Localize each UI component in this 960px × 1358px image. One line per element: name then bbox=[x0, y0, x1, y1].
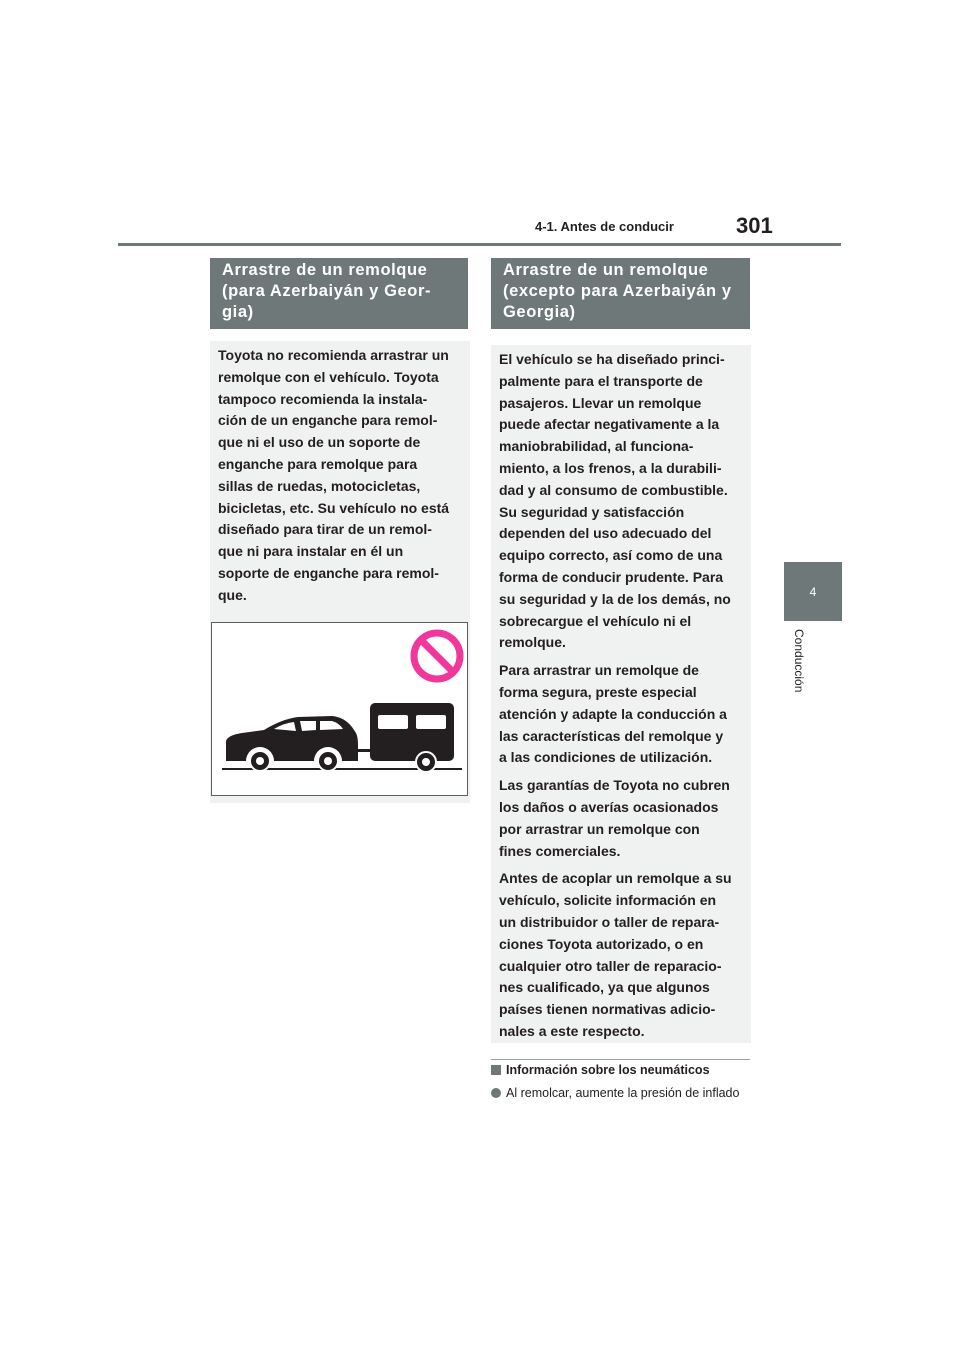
text-line: a las condiciones de utilización. bbox=[499, 749, 713, 766]
car-hub-icon bbox=[324, 757, 332, 765]
text-line: sobrecargue el vehículo ni el bbox=[499, 612, 692, 629]
chapter-tab bbox=[784, 562, 842, 621]
tow-hitch-icon bbox=[358, 749, 372, 752]
info-bullet-text: Al remolcar, aumente la presión de inflado bbox=[506, 1086, 740, 1100]
section-title: 4-1. Antes de conducir bbox=[535, 219, 674, 234]
text-line: dad y al consumo de combustible. bbox=[499, 481, 728, 498]
text-line: forma de conducir prudente. Para bbox=[499, 568, 724, 585]
text-line: nes cualificado, ya que algunos bbox=[499, 979, 710, 996]
text-line: nales a este respecto. bbox=[499, 1022, 645, 1039]
text-line: enganche para remolque para bbox=[218, 455, 418, 472]
text-line: Las garantías de Toyota no cubren bbox=[499, 777, 730, 794]
car-hub-icon bbox=[256, 757, 264, 765]
text-line: Antes de acoplar un remolque a su bbox=[499, 870, 732, 887]
heading-line: Georgia) bbox=[503, 303, 576, 321]
car-with-trailer-illustration bbox=[212, 623, 467, 795]
trailer-hub-icon bbox=[422, 758, 430, 766]
heading-line: (para Azerbaiyán y Geor- bbox=[222, 282, 432, 300]
text-line: los daños o averías ocasionados bbox=[499, 798, 719, 815]
car-window-icon bbox=[300, 721, 316, 731]
text-line: Para arrastrar un remolque de bbox=[499, 662, 699, 679]
heading-line: gia) bbox=[222, 303, 254, 321]
right-paragraph-2 bbox=[499, 660, 743, 769]
left-paragraph bbox=[218, 345, 462, 607]
text-line: remolque. bbox=[499, 634, 566, 651]
chapter-number: 4 bbox=[809, 584, 817, 599]
info-divider bbox=[491, 1059, 750, 1060]
text-line: puede afectar negativamente a la bbox=[499, 416, 720, 433]
text-line: equipo correcto, así como de una bbox=[499, 547, 723, 564]
right-paragraph-4 bbox=[499, 868, 743, 1042]
heading-line: Arrastre de un remolque bbox=[222, 261, 428, 279]
chapter-label: Conducción bbox=[792, 629, 806, 693]
text-line: que. bbox=[218, 586, 247, 603]
text-line: bicicletas, etc. Su vehículo no está bbox=[218, 499, 450, 516]
heading-towing-azerbaijan-georgia bbox=[210, 258, 468, 329]
trailer-window-icon bbox=[416, 715, 446, 729]
text-line: miento, a los frenos, a la durabili- bbox=[499, 459, 722, 476]
text-line: sillas de ruedas, motocicletas, bbox=[218, 477, 421, 494]
right-paragraph-1 bbox=[499, 349, 743, 654]
right-panel bbox=[491, 345, 751, 1043]
text-line: ción de un enganche para remol- bbox=[218, 412, 438, 429]
text-line: El vehículo se ha diseñado princi- bbox=[499, 351, 725, 367]
text-line: forma segura, preste especial bbox=[499, 683, 697, 700]
text-line: fines comerciales. bbox=[499, 842, 621, 859]
right-paragraph-3 bbox=[499, 775, 743, 862]
text-line: por arrastrar un remolque con bbox=[499, 820, 700, 837]
text-line: dependen del uso adecuado del bbox=[499, 525, 712, 542]
text-line: palmente para el transporte de bbox=[499, 372, 703, 389]
header-rule bbox=[118, 243, 841, 246]
heading-towing-except-azerbaijan-georgia bbox=[491, 258, 750, 329]
towing-illustration bbox=[211, 622, 468, 796]
text-line: atención y adapte la conducción a bbox=[499, 705, 727, 722]
text-line: pasajeros. Llevar un remolque bbox=[499, 394, 702, 411]
text-line: las características del remolque y bbox=[499, 727, 724, 744]
prohibition-icon bbox=[414, 633, 460, 679]
trailer-window-icon bbox=[378, 715, 408, 729]
text-line: ciones Toyota autorizado, o en bbox=[499, 935, 704, 952]
text-line: Su seguridad y satisfacción bbox=[499, 503, 685, 520]
text-line: maniobrabilidad, al funciona- bbox=[499, 438, 694, 455]
text-line: que ni para instalar en él un bbox=[218, 543, 404, 560]
heading-line: (excepto para Azerbaiyán y bbox=[503, 282, 732, 300]
text-line: que ni el uso de un soporte de bbox=[218, 434, 421, 451]
text-line: remolque con el vehículo. Toyota bbox=[218, 368, 439, 385]
circle-bullet-icon bbox=[491, 1088, 501, 1098]
heading-line: Arrastre de un remolque bbox=[503, 261, 709, 279]
text-line: tampoco recomienda la instala- bbox=[218, 390, 428, 407]
text-line: países tienen normativas adicio- bbox=[499, 1001, 716, 1018]
text-line: cualquier otro taller de reparacio- bbox=[499, 957, 722, 974]
text-line: vehículo, solicite información en bbox=[499, 892, 717, 909]
info-heading bbox=[491, 1063, 710, 1077]
page-number: 301 bbox=[736, 213, 773, 238]
info-bullet-item bbox=[491, 1086, 739, 1100]
text-line: un distribuidor o taller de repara- bbox=[499, 913, 720, 930]
info-heading-text: Información sobre los neumáticos bbox=[506, 1063, 710, 1077]
text-line: Toyota no recomienda arrastrar un bbox=[218, 347, 449, 363]
text-line: diseñado para tirar de un remol- bbox=[218, 521, 432, 538]
text-line: soporte de enganche para remol- bbox=[218, 564, 439, 581]
trailer-body-icon bbox=[370, 703, 454, 761]
square-bullet-icon bbox=[491, 1065, 501, 1075]
text-line: su seguridad y la de los demás, no bbox=[499, 590, 731, 607]
